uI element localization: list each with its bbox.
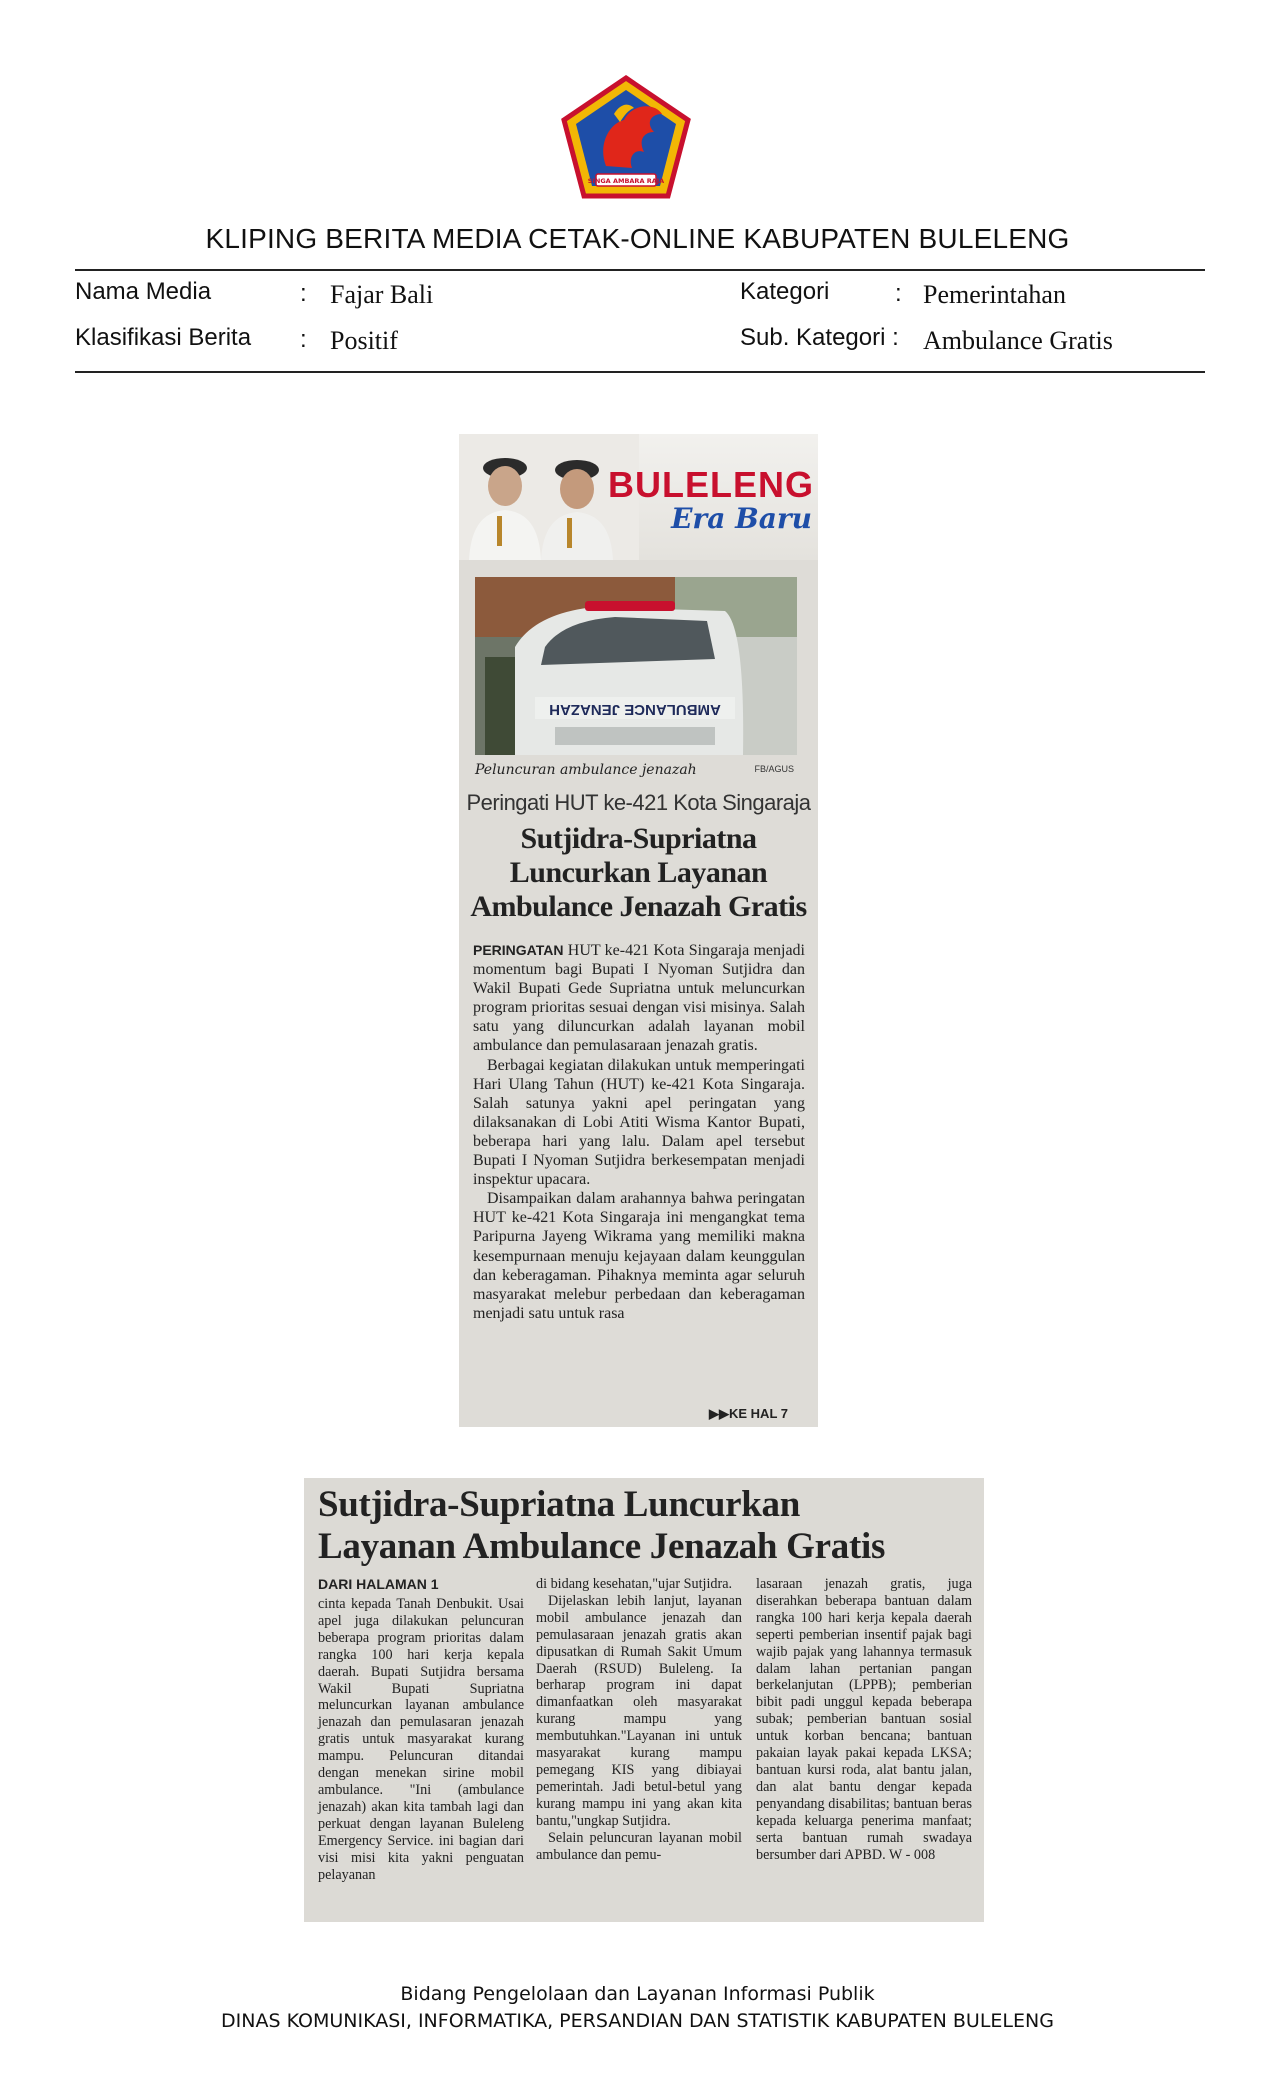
- news-clipping-page1: [459, 434, 818, 1427]
- article-paragraph: [473, 941, 805, 1056]
- paragraph-1-text: HUT ke-421 Kota Singaraja menjadi momentum bagi Bupati I Nyoman Sutjidra dan Wakil Bupati Gede Supriatna untuk meluncurkan program prioritas sesuai dengan visi misinya. Salah satu yang diluncurkan adalah layanan mobil ambulance dan pemulasaraan jenazah gratis.: [473, 942, 806, 1055]
- banner-title: BULELENG: [608, 464, 814, 505]
- article-paragraph: Disampaikan dalam arahannya bahwa peringatan HUT ke-421 Kota Singaraja ini mengangkat tema Paripurna Jayeng Wikrama yang memiliki makna kesempurnaan menuju kejayaan dalam keunggulan dan keberagaman. Pihaknya meminta agar seluruh masyarakat melebur perbedaan dan keberagaman menjadi satu untuk rasa: [473, 1190, 805, 1322]
- headline-line-3: Ambulance Jenazah Gratis: [470, 890, 807, 923]
- article-headline: [459, 822, 818, 924]
- klasifikasi-label: Klasifikasi Berita: [75, 324, 252, 351]
- photo-credit: FB/AGUS: [754, 764, 794, 774]
- kategori-colon: :: [895, 280, 902, 307]
- continued-on-page: [709, 1406, 788, 1422]
- ambulance-body-text: AMBULANCE JENAZAH: [549, 701, 721, 718]
- column-2-text-a: di bidang kesehatan,"ujar Sutjidra.: [536, 1576, 733, 1592]
- photo-caption: Peluncuran ambulance jenazah: [475, 762, 697, 778]
- column-2-text-c: Selain peluncuran layanan mobil ambulance dan pemu-: [536, 1829, 742, 1863]
- banner-subtitle: Era Baru: [671, 502, 812, 535]
- bottom-divider: [75, 371, 1205, 373]
- article-paragraph: Berbagai kegiatan dilakukan untuk memperingati Hari Ulang Tahun (HUT) ke-421 Kota Singaraja. Salah satunya yakni apel peringatan yang dilaksanakan di Lobi Atiti Wisma Kantor Bupati, beberapa hari yang lalu. Dalam apel tersebut Bupati I Nyoman Sutjidra berkesempatan menjadi inspektur upacara.: [473, 1056, 805, 1189]
- footer-division: Bidang Pengelolaan dan Layanan Informasi Publik: [400, 1983, 875, 2005]
- subkategori-label: Sub. Kategori :: [740, 324, 899, 351]
- klasifikasi-value: Positif: [330, 326, 398, 355]
- crest-icon: [558, 74, 694, 200]
- media-colon: :: [300, 280, 307, 307]
- top-divider: [75, 269, 1205, 271]
- buleleng-crest-logo: [558, 74, 694, 200]
- ambulance-photo: [475, 577, 797, 755]
- media-label: Nama Media: [75, 278, 212, 305]
- jump-label: KE HAL 7: [729, 1406, 788, 1421]
- footer-agency: DINAS KOMUNIKASI, INFORMATIKA, PERSANDIAN DAN STATISTIK KABUPATEN BULELENG: [221, 2010, 1054, 2032]
- continuation-headline: [318, 1484, 978, 1568]
- crest-motto: SINGA AMBARA RAJA: [587, 177, 665, 185]
- article-kicker: Peringati HUT ke-421 Kota Singaraja: [466, 790, 811, 815]
- headline-line-2: Luncurkan Layanan: [509, 856, 768, 889]
- column-1-text: cinta kepada Tanah Denbukit. Usai apel juga dilakukan peluncuran beberapa program prioritas dalam rangka 100 hari kerja kepala daerah. Bupati Sutjidra bersama Wakil Bupati Supriatna meluncurkan layanan ambulance jenazah dan pemulasaran jenazah gratis untuk masyarakat kurang mampu. Peluncuran ditandai dengan menekan sirine mobil ambulance. "Ini (ambulance jenazah) akan kita tambah lagi dan perkuat dengan layanan Buleleng Emergency Service. ini bagian dari visi misi kita yakni penguatan pelayanan: [318, 1596, 524, 1883]
- ambulance-illustration: [475, 577, 797, 755]
- document-title: KLIPING BERITA MEDIA CETAK-ONLINE KABUPATEN BULELENG: [205, 223, 1070, 254]
- column-banner: [459, 434, 818, 560]
- forward-arrows-icon: ▶▶: [709, 1406, 729, 1421]
- kategori-label: Kategori: [740, 278, 830, 305]
- article-column-2: [536, 1576, 742, 1863]
- media-value: Fajar Bali: [330, 280, 434, 309]
- column-3-text: lasaraan jenazah gratis, juga diserahkan beberapa bantuan dalam rangka 100 hari kerja kepala daerah seperti pemberian insentif pajak bagi wajib pajak yang lahannya termasuk dalam lahan pertanian pangan berkelanjutan (LPPB); pemberian bibit padi unggul kepada beberapa subak; pemberian bantuan sosial untuk korban bencana; bantuan pakaian layak pakai kepada LKSA; bantuan kursi roda, alat bantu jalan, dan alat bantu dengar kepada penyandang disabilitas; bantuan beras kepada keluarga penerima manfaat; serta bantuan rumah swadaya bersumber dari APBD. W - 008: [756, 1576, 972, 1863]
- article-column-3: [756, 1576, 972, 1863]
- article-body: [473, 941, 805, 1323]
- kategori-value: Pemerintahan: [923, 280, 1066, 309]
- continuation-headline-line-1: Sutjidra-Supriatna Luncurkan: [318, 1484, 800, 1525]
- article-column-1: [318, 1596, 524, 1883]
- column-2-text-b: Dijelaskan lebih lanjut, layanan mobil ambulance jenazah dan pemulasaraan jenazah gratis akan dipusatkan di Rumah Sakit Umum Daerah (RSUD) Buleleng. Ia berharap program ini dapat dimanfaatkan oleh masyarakat kurang mampu yang membutuhkan."Layanan ini untuk masyarakat kurang mampu pemegang KIS yang dibiayai pemerintah. Jadi betul-betul yang kurang mampu ini yang akan kita bantu,"ungkap Sutjidra.: [536, 1592, 742, 1829]
- klasifikasi-colon: :: [300, 326, 307, 353]
- lead-word: PERINGATAN: [473, 942, 564, 958]
- news-clipping-page7: [304, 1478, 984, 1922]
- continuation-headline-line-2: Layanan Ambulance Jenazah Gratis: [318, 1526, 886, 1567]
- subkategori-value: Ambulance Gratis: [923, 326, 1113, 355]
- from-page-label: DARI HALAMAN 1: [318, 1576, 439, 1592]
- headline-line-1: Sutjidra-Supriatna: [520, 822, 757, 855]
